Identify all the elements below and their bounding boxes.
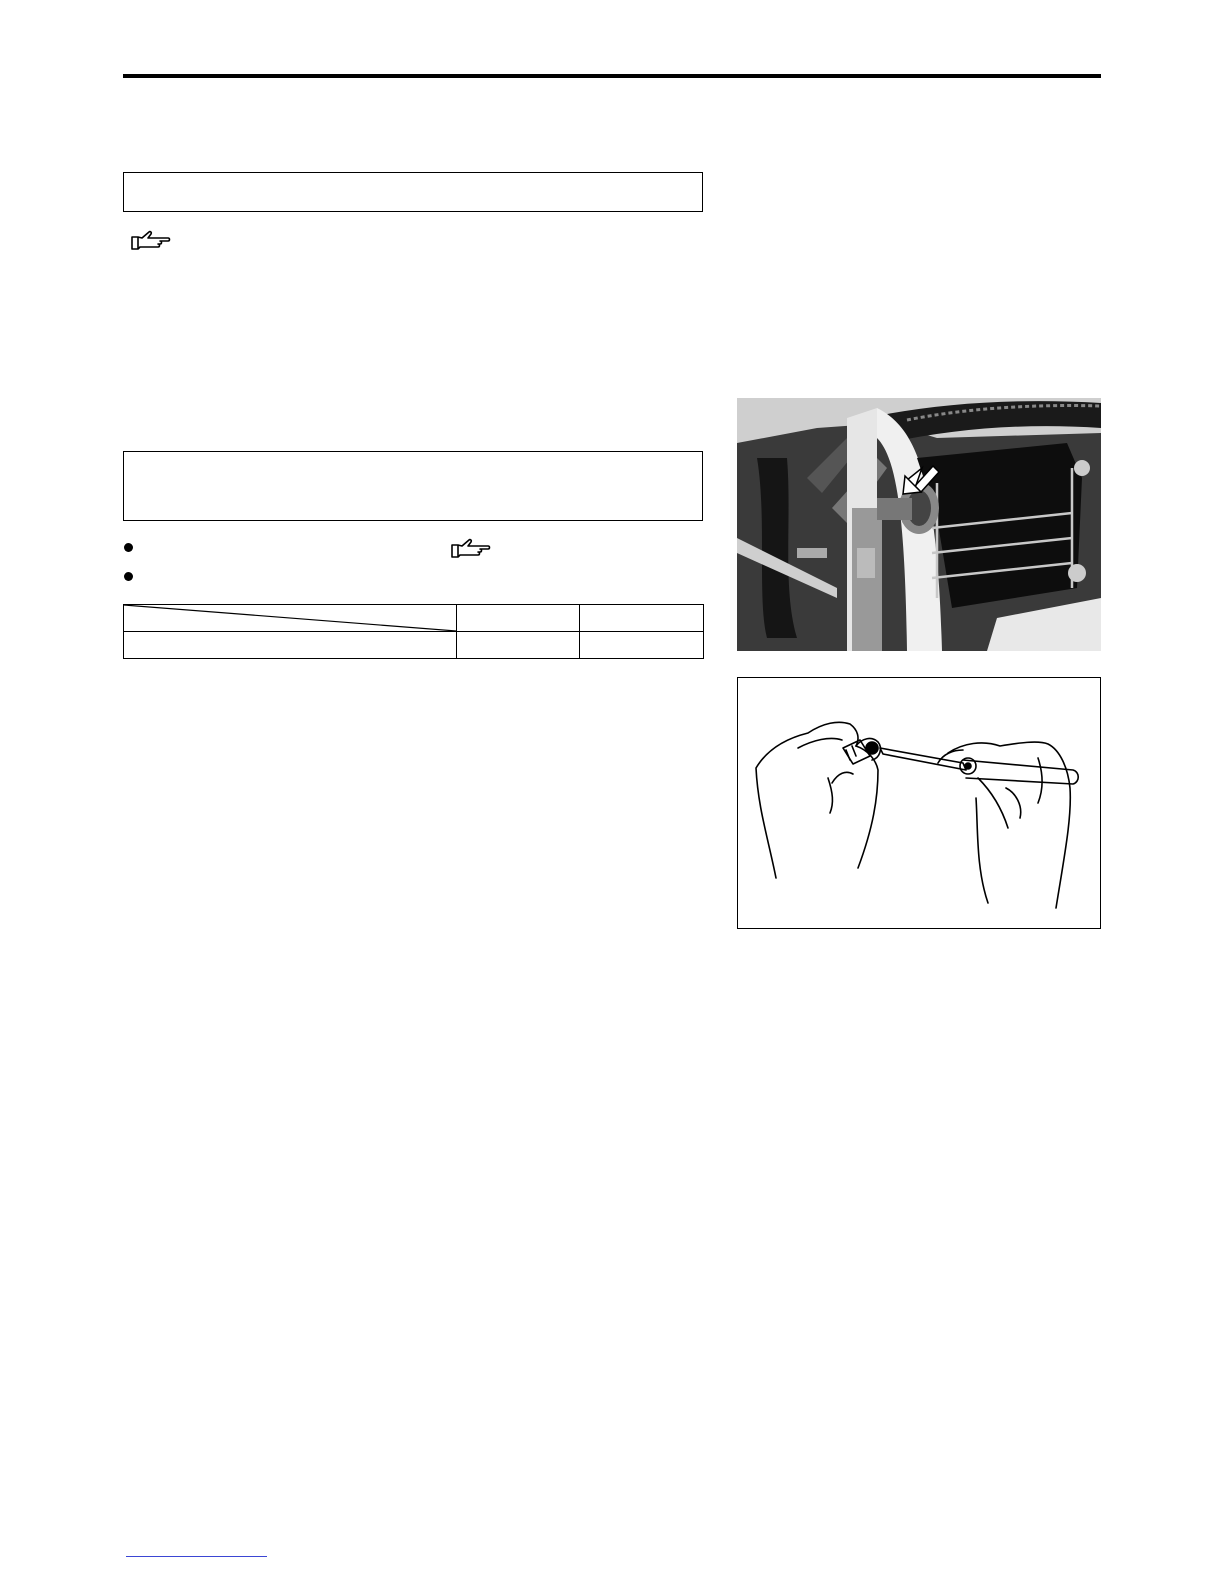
bullet-1	[124, 543, 133, 552]
table-header-cell	[457, 605, 580, 632]
footer-link-underline[interactable]	[126, 1556, 267, 1557]
table-cell	[457, 632, 580, 659]
section-title-box	[123, 172, 703, 212]
table-row	[124, 632, 704, 659]
photo-drawing	[737, 398, 1101, 651]
engine-photo	[737, 398, 1101, 651]
spec-table	[123, 604, 703, 659]
pointing-hand-icon	[450, 537, 492, 559]
diagonal-divider	[124, 605, 456, 631]
section-title-box-2	[123, 451, 703, 521]
gap-gauge-illustration	[737, 677, 1101, 929]
illustration-drawing	[738, 678, 1100, 928]
pointing-hand-icon	[130, 229, 172, 251]
table-corner-cell	[124, 605, 457, 632]
bullet-2	[124, 572, 133, 581]
table-header-row	[124, 605, 704, 632]
table-cell	[580, 632, 704, 659]
table-header-cell	[580, 605, 704, 632]
header-rule	[123, 74, 1101, 78]
table-cell	[124, 632, 457, 659]
